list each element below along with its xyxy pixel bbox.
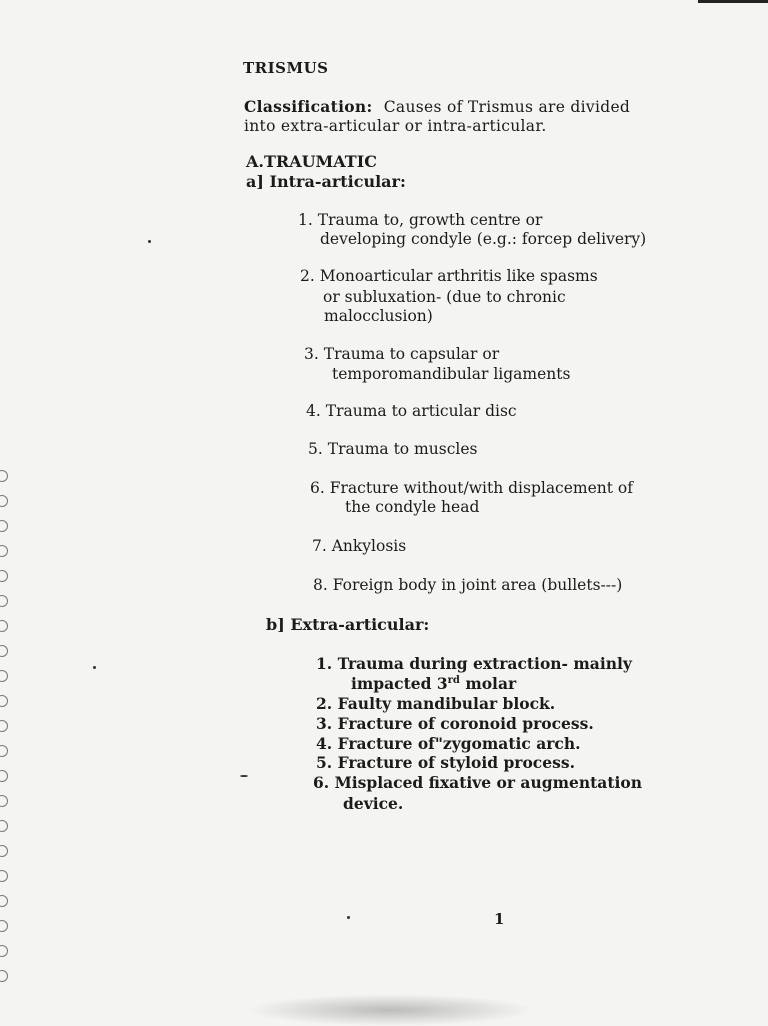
list-item: 5. Fracture of styloid process. (316, 753, 575, 772)
list-item: 2. Monoarticular arthritis like spasms (300, 267, 598, 285)
list-item-cont: developing condyle (e.g.: forcep delivery) (320, 230, 647, 248)
list-item: 7. Ankylosis (312, 537, 407, 555)
list-item-cont: or subluxation- (due to chronic (323, 288, 566, 306)
section-a-title: A.TRAUMATIC (246, 152, 377, 171)
list-item-cont: device. (343, 794, 404, 813)
list-item: 6. Misplaced fixative or augmentation (313, 773, 642, 792)
classification-line-2: into extra-articular or intra-articular. (244, 117, 547, 135)
document-title: TRISMUS (243, 59, 329, 77)
list-item-cont: temporomandibular ligaments (332, 365, 571, 383)
page-number: 1 (494, 910, 505, 928)
list-item: 2. Faulty mandibular block. (316, 694, 556, 713)
section-b-subheading: b] Extra-articular: (266, 615, 430, 634)
list-item-cont: malocclusion) (324, 307, 433, 325)
list-item: 3. Fracture of coronoid process. (316, 714, 594, 733)
classification-text-1: Causes of Trismus are divided (383, 98, 631, 116)
scan-blur-artifact (245, 994, 535, 1026)
list-item: 8. Foreign body in joint area (bullets---) (313, 576, 623, 594)
list-item: 6. Fracture without/with displacement of (310, 479, 633, 497)
list-item-cont: impacted 3rd molar (351, 674, 517, 693)
classification-line-1 (244, 97, 630, 117)
list-item: 3. Trauma to capsular or (304, 345, 500, 363)
list-item: 4. Trauma to articular disc (306, 402, 517, 420)
classification-label: Classification: (244, 97, 373, 116)
speck (240, 775, 248, 777)
section-a-subheading: a] Intra-articular: (246, 172, 406, 191)
spiral-binding-holes (0, 470, 10, 1010)
speck (347, 916, 350, 919)
scan-edge-mark (698, 0, 768, 3)
list-item-cont: the condyle head (345, 498, 480, 516)
list-item: 1. Trauma to, growth centre or (298, 211, 543, 229)
list-item: 5. Trauma to muscles (308, 440, 478, 458)
speck (148, 240, 151, 243)
list-item: 1. Trauma during extraction- mainly (316, 654, 632, 673)
speck (93, 666, 96, 669)
list-item: 4. Fracture of"zygomatic arch. (316, 734, 581, 753)
